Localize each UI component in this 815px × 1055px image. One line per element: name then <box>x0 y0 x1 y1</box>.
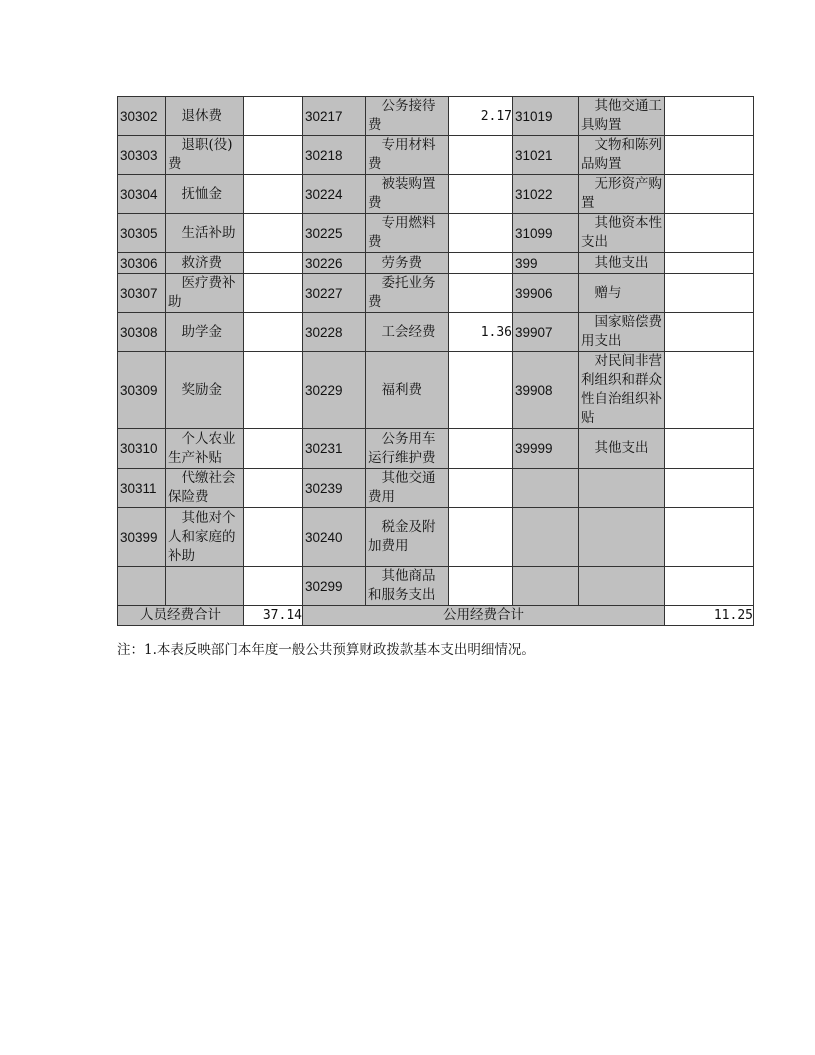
capital-amount <box>665 313 754 352</box>
public-item: 委托业务费 <box>366 274 449 313</box>
capital-item: 文物和陈列品购置 <box>579 136 665 175</box>
public-amount <box>449 136 513 175</box>
personnel-code: 30304 <box>118 175 166 214</box>
expenditure-detail-table <box>117 96 754 626</box>
personnel-code: 30302 <box>118 97 166 136</box>
capital-code: 31019 <box>513 97 579 136</box>
capital-code: 39907 <box>513 313 579 352</box>
table-row <box>118 175 754 214</box>
personnel-item <box>166 567 244 606</box>
public-code: 30239 <box>303 469 366 508</box>
capital-item <box>579 567 665 606</box>
capital-code: 31022 <box>513 175 579 214</box>
public-code: 30225 <box>303 214 366 253</box>
personnel-code: 30308 <box>118 313 166 352</box>
personnel-code: 30310 <box>118 429 166 469</box>
table-row <box>118 253 754 274</box>
personnel-amount <box>244 136 303 175</box>
capital-amount <box>665 508 754 567</box>
personnel-amount <box>244 253 303 274</box>
table-row <box>118 567 754 606</box>
capital-item <box>579 508 665 567</box>
public-amount: 2.17 <box>449 97 513 136</box>
public-total-value: 11.25 <box>665 606 754 626</box>
personnel-code: 30306 <box>118 253 166 274</box>
personnel-code: 30303 <box>118 136 166 175</box>
table-row <box>118 97 754 136</box>
public-amount <box>449 429 513 469</box>
personnel-code: 30311 <box>118 469 166 508</box>
public-amount <box>449 274 513 313</box>
personnel-total-value: 37.14 <box>244 606 303 626</box>
capital-item: 无形资产购置 <box>579 175 665 214</box>
public-item: 被装购置费 <box>366 175 449 214</box>
public-amount <box>449 469 513 508</box>
public-item: 专用燃料费 <box>366 214 449 253</box>
capital-code <box>513 508 579 567</box>
capital-code <box>513 469 579 508</box>
public-code: 30227 <box>303 274 366 313</box>
public-item: 福利费 <box>366 352 449 429</box>
personnel-code <box>118 567 166 606</box>
capital-item <box>579 469 665 508</box>
personnel-amount <box>244 97 303 136</box>
public-code: 30217 <box>303 97 366 136</box>
public-code: 30228 <box>303 313 366 352</box>
personnel-item: 其他对个人和家庭的补助 <box>166 508 244 567</box>
personnel-code: 30307 <box>118 274 166 313</box>
capital-code: 31099 <box>513 214 579 253</box>
public-item: 专用材料费 <box>366 136 449 175</box>
personnel-code: 30309 <box>118 352 166 429</box>
personnel-code: 30399 <box>118 508 166 567</box>
public-amount <box>449 214 513 253</box>
personnel-amount <box>244 429 303 469</box>
personnel-item: 抚恤金 <box>166 175 244 214</box>
capital-code: 39908 <box>513 352 579 429</box>
public-code: 30240 <box>303 508 366 567</box>
personnel-total-label: 人员经费合计 <box>118 606 244 626</box>
public-amount <box>449 352 513 429</box>
public-code: 30231 <box>303 429 366 469</box>
personnel-amount <box>244 175 303 214</box>
capital-code: 39999 <box>513 429 579 469</box>
personnel-item: 退休费 <box>166 97 244 136</box>
personnel-amount <box>244 274 303 313</box>
personnel-item: 医疗费补助 <box>166 274 244 313</box>
public-amount <box>449 175 513 214</box>
capital-amount <box>665 429 754 469</box>
capital-code: 39906 <box>513 274 579 313</box>
personnel-item: 奖励金 <box>166 352 244 429</box>
capital-item: 赠与 <box>579 274 665 313</box>
capital-amount <box>665 567 754 606</box>
public-item: 公务用车运行维护费 <box>366 429 449 469</box>
personnel-amount <box>244 567 303 606</box>
personnel-item: 助学金 <box>166 313 244 352</box>
public-item: 其他交通费用 <box>366 469 449 508</box>
public-amount <box>449 508 513 567</box>
public-amount <box>449 567 513 606</box>
public-item: 劳务费 <box>366 253 449 274</box>
table-row <box>118 469 754 508</box>
personnel-amount <box>244 508 303 567</box>
capital-amount <box>665 253 754 274</box>
capital-code <box>513 567 579 606</box>
public-code: 30229 <box>303 352 366 429</box>
capital-amount <box>665 136 754 175</box>
public-item: 税金及附加费用 <box>366 508 449 567</box>
table-row <box>118 352 754 429</box>
public-amount <box>449 253 513 274</box>
capital-item: 其他支出 <box>579 253 665 274</box>
capital-item: 其他交通工具购置 <box>579 97 665 136</box>
capital-amount <box>665 175 754 214</box>
personnel-code: 30305 <box>118 214 166 253</box>
capital-amount <box>665 352 754 429</box>
public-item: 其他商品和服务支出 <box>366 567 449 606</box>
personnel-item: 退职(役)费 <box>166 136 244 175</box>
public-amount: 1.36 <box>449 313 513 352</box>
capital-code: 399 <box>513 253 579 274</box>
personnel-amount <box>244 214 303 253</box>
table-row <box>118 136 754 175</box>
capital-amount <box>665 97 754 136</box>
capital-amount <box>665 469 754 508</box>
capital-item: 国家赔偿费用支出 <box>579 313 665 352</box>
public-item: 工会经费 <box>366 313 449 352</box>
public-code: 30299 <box>303 567 366 606</box>
table-row <box>118 429 754 469</box>
public-total-label: 公用经费合计 <box>303 606 665 626</box>
public-item: 公务接待费 <box>366 97 449 136</box>
personnel-item: 救济费 <box>166 253 244 274</box>
personnel-item: 生活补助 <box>166 214 244 253</box>
capital-code: 31021 <box>513 136 579 175</box>
table-row <box>118 313 754 352</box>
table-row <box>118 274 754 313</box>
personnel-amount <box>244 313 303 352</box>
public-code: 30226 <box>303 253 366 274</box>
capital-item: 其他支出 <box>579 429 665 469</box>
capital-amount <box>665 274 754 313</box>
capital-amount <box>665 214 754 253</box>
personnel-amount <box>244 469 303 508</box>
personnel-item: 个人农业生产补贴 <box>166 429 244 469</box>
table-row <box>118 214 754 253</box>
public-code: 30224 <box>303 175 366 214</box>
capital-item: 其他资本性支出 <box>579 214 665 253</box>
table-footnote: 注：1.本表反映部门本年度一般公共预算财政拨款基本支出明细情况。 <box>117 642 535 658</box>
personnel-amount <box>244 352 303 429</box>
table-row <box>118 508 754 567</box>
public-code: 30218 <box>303 136 366 175</box>
capital-item: 对民间非营利组织和群众性自治组织补贴 <box>579 352 665 429</box>
totals-row <box>118 606 754 626</box>
personnel-item: 代缴社会保险费 <box>166 469 244 508</box>
